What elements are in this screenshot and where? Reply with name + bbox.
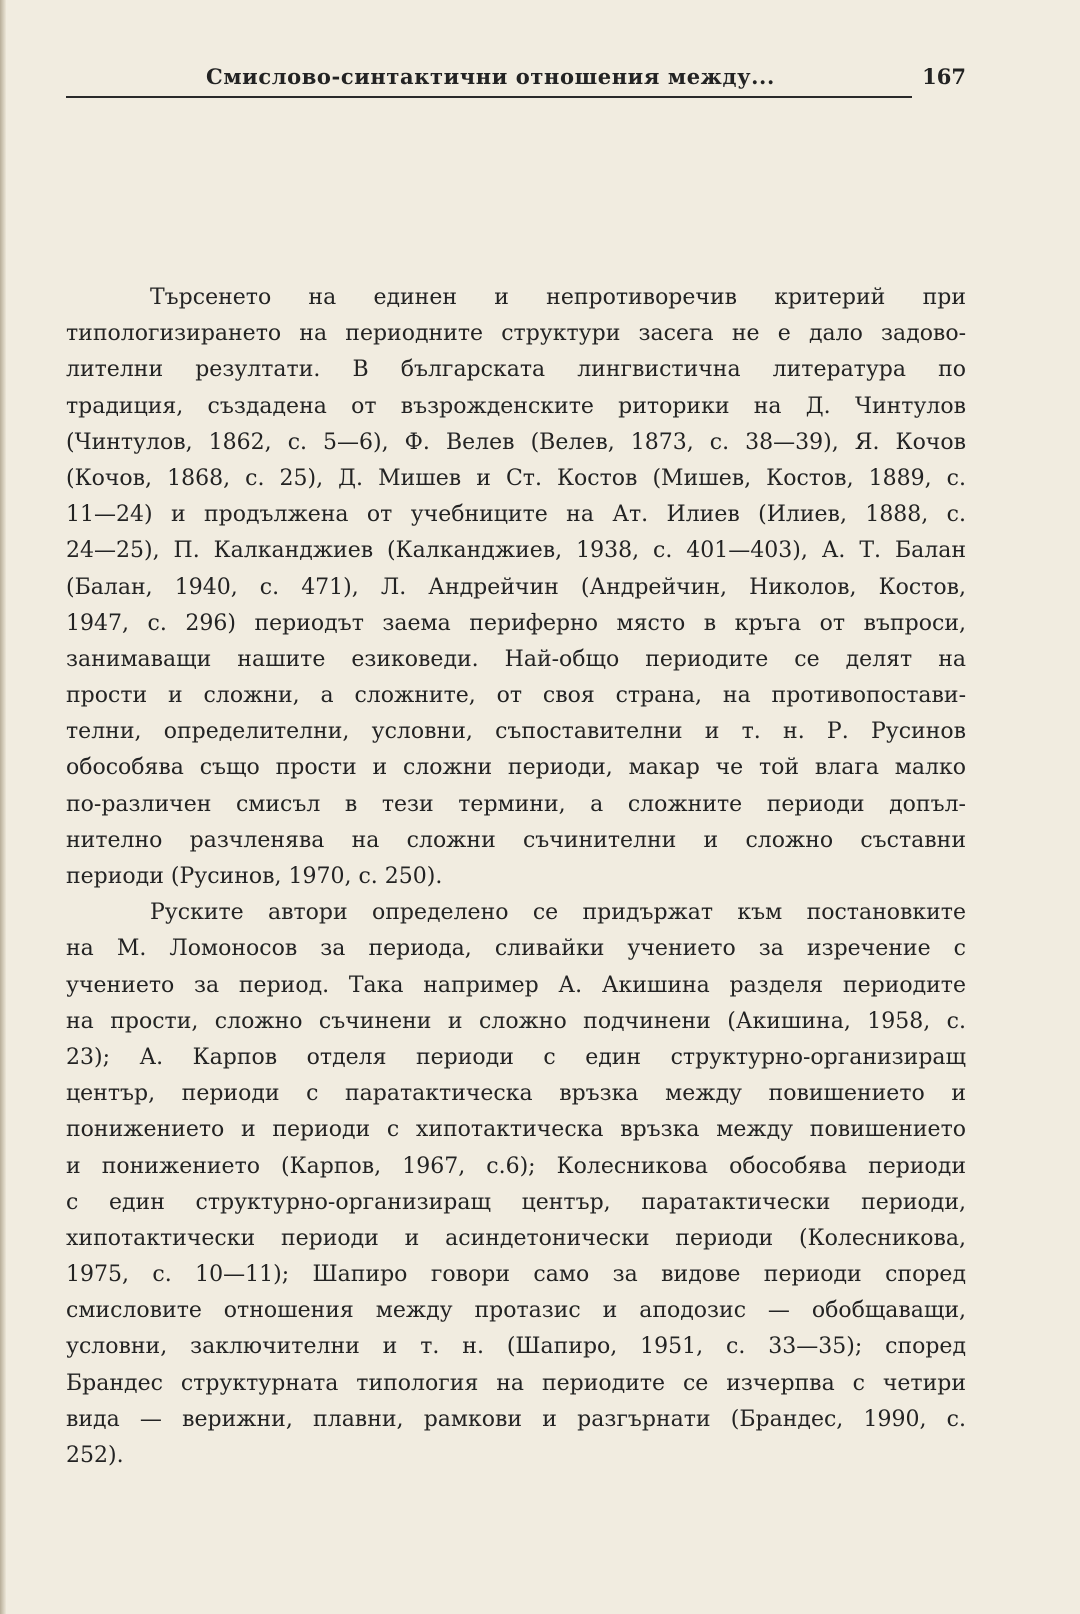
text-line: обособява също прости и сложни периоди, макар че той влага малко — [66, 755, 966, 781]
text-line: прости и сложни, а сложните, от своя страна, на противопостави- — [66, 683, 966, 709]
text-line: периоди (Русинов, 1970, с. 250). — [66, 864, 443, 889]
page-number: 167 — [922, 64, 966, 89]
text-line: на М. Ломоносов за периода, сливайки учението за изречение с — [66, 936, 966, 962]
text-line: 23); А. Карпов отделя периоди с един структурно-организиращ — [66, 1044, 966, 1070]
text-line: лителни резултати. В българската лингвистична литература по — [66, 357, 966, 383]
paragraph-2 — [66, 895, 966, 1474]
book-spine-edge — [0, 0, 6, 1614]
header-title: Смислово-синтактични отношения между... — [206, 64, 775, 89]
paragraph-1 — [66, 280, 966, 895]
text-line: вида — верижни, плавни, рамкови и разгърнати (Брандес, 1990, с. — [66, 1406, 966, 1432]
text-line: 1947, с. 296) периодът заема периферно място в кръга от въпроси, — [66, 610, 966, 636]
text-line: 24—25), П. Калканджиев (Калканджиев, 1938, с. 401—403), А. Т. Балан — [66, 538, 966, 564]
text-line: 1975, с. 10—11); Шапиро говори само за видове периоди според — [66, 1262, 966, 1288]
text-line: типологизирането на периодните структури засега не е дало задово- — [66, 321, 966, 347]
text-line: (Кочов, 1868, с. 25), Д. Мишев и Ст. Костов (Мишев, Костов, 1889, с. — [66, 465, 966, 491]
text-line: Руските автори определено се придържат към постановките — [150, 900, 966, 926]
running-header — [66, 58, 966, 98]
text-line: занимаващи нашите езиковеди. Най-общо периодите се делят на — [66, 646, 966, 672]
text-line: и понижението (Карпов, 1967, с.6); Колесникова обособява периоди — [66, 1153, 966, 1179]
text-line: (Чинтулов, 1862, с. 5—6), Ф. Велев (Велев, 1873, с. 38—39), Я. Кочов — [66, 429, 966, 455]
text-line: център, периоди с паратактическа връзка между повишението и — [66, 1081, 966, 1107]
text-line: телни, определителни, условни, съпоставителни и т. н. Р. Русинов — [66, 719, 966, 745]
header-rule — [66, 96, 912, 98]
text-line: учението за период. Така например А. Акишина разделя периодите — [66, 972, 966, 998]
text-line: с един структурно-организиращ център, паратактически периоди, — [66, 1189, 966, 1215]
text-line: по-различен смисъл в тези термини, а сложните периоди допъл- — [66, 791, 966, 817]
body-text — [66, 280, 966, 1474]
text-line: Търсенето на единен и непротиворечив критерий при — [150, 285, 966, 310]
text-line: на прости, сложно съчинени и сложно подчинени (Акишина, 1958, с. — [66, 1008, 966, 1034]
text-line: нително разчленява на сложни съчинителни и сложно съставни — [66, 827, 966, 853]
text-line: смисловите отношения между протазис и аподозис — обобщаващи, — [66, 1298, 966, 1324]
text-line: (Балан, 1940, с. 471), Л. Андрейчин (Андрейчин, Николов, Костов, — [66, 574, 966, 600]
text-line: условни, заключителни и т. н. (Шапиро, 1951, с. 33—35); според — [66, 1334, 966, 1360]
text-line: 11—24) и продължена от учебниците на Ат. Илиев (Илиев, 1888, с. — [66, 502, 966, 528]
text-line: понижението и периоди с хипотактическа връзка между повишението — [66, 1117, 966, 1143]
text-line: 252). — [66, 1443, 124, 1468]
text-line: Брандес структурната типология на периодите се изчерпва с четири — [66, 1370, 966, 1396]
text-line: традиция, създадена от възрожденските риторики на Д. Чинтулов — [66, 393, 966, 419]
text-line: хипотактически периоди и асиндетонически периоди (Колесникова, — [66, 1225, 966, 1251]
